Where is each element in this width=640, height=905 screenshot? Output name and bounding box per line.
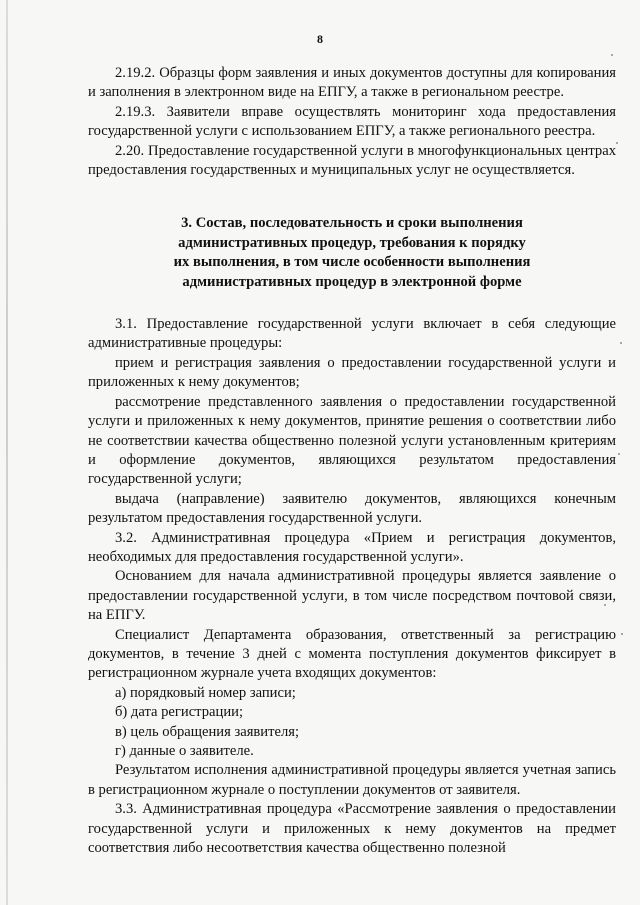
paragraph-2-19-2: 2.19.2. Образцы форм заявления и иных документов доступны для копирования и заполнения в электронном виде на ЕПГУ, а также в региональном реестре. bbox=[88, 65, 616, 101]
document-body bbox=[88, 64, 616, 858]
paragraph: Основанием для начала административной процедуры является заявление о предоставлении государственной услуги, в том числе посредством почтовой связи, на ЕПГУ. bbox=[88, 568, 616, 624]
paragraph-2-19-3: 2.19.3. Заявители вправе осуществлять мониторинг хода предоставления государственной услуги с использованием ЕПГУ, а также регионального реестра. bbox=[88, 103, 616, 140]
heading-line: 3. Состав, последовательность и сроки выполнения bbox=[181, 215, 523, 232]
list-item: в) цель обращения заявителя; bbox=[115, 723, 300, 740]
paragraph: 3.3. Административная процедура «Рассмотрение заявления о предоставлении государственной услуги и приложенных к нему документов на предмет соответствия либо несоответствия качества общественно полезной bbox=[88, 801, 616, 857]
scan-speck bbox=[621, 633, 623, 635]
scan-speck bbox=[616, 142, 618, 144]
paragraph: 3.1. Предоставление государственной услуги включает в себя следующие административные процедуры: bbox=[88, 316, 616, 352]
scan-speck bbox=[604, 604, 606, 606]
paragraph: рассмотрение представленного заявления о предоставлении государственной услуги и приложенных к нему документов, принятие решения о соответствии либо не соответствии качества общественно полезной услуги установленным критериям и оформление документов, являющихся результатом предоставления государственной услуги; bbox=[88, 393, 616, 488]
scan-speck bbox=[618, 453, 620, 455]
section-3-heading bbox=[88, 214, 616, 292]
paragraph-2-20: 2.20. Предоставление государственной услуги в многофункциональных центрах предоставления государственных и муниципальных услуг не осуществляется. bbox=[88, 142, 616, 179]
list-item: а) порядковый номер записи; bbox=[115, 684, 296, 701]
paragraph: 3.2. Административная процедура «Прием и регистрация документов, необходимых для предоставления государственной услуги». bbox=[88, 529, 616, 565]
scan-speck bbox=[620, 342, 622, 344]
paragraph: Специалист Департамента образования, ответственный за регистрацию документов, в течение 3 дней с момента поступления документов фиксирует в регистрационном журнале учета входящих документов: bbox=[88, 626, 616, 682]
paragraph: Результатом исполнения административной процедуры является учетная запись в регистрационном журнале о поступлении документов от заявителя. bbox=[88, 762, 616, 798]
scan-edge-shadow bbox=[6, 0, 8, 905]
page-number: 8 bbox=[317, 32, 323, 46]
heading-line: их выполнения, в том числе особенности выполнения bbox=[173, 254, 531, 271]
scan-speck bbox=[611, 54, 613, 56]
list-item: г) данные о заявителе. bbox=[115, 743, 254, 759]
heading-line: административных процедур в электронной форме bbox=[182, 273, 522, 290]
paragraph: прием и регистрация заявления о предоставлении государственной услуги и приложенных к нему документов; bbox=[88, 354, 616, 391]
list-item: б) дата регистрации; bbox=[115, 704, 244, 721]
heading-line: административных процедур, требования к порядку bbox=[178, 234, 526, 251]
section-3-body bbox=[88, 315, 616, 858]
paragraph: выдача (направление) заявителю документов, являющихся конечным результатом предоставления государственной услуги. bbox=[88, 490, 616, 527]
